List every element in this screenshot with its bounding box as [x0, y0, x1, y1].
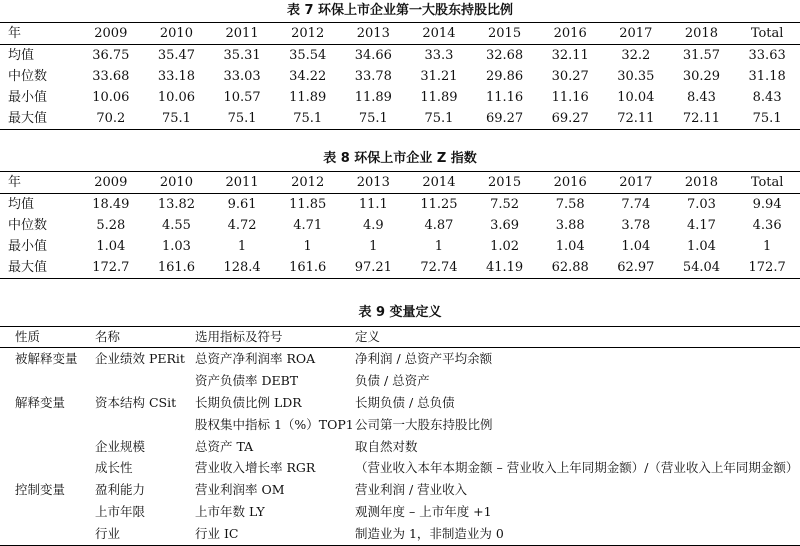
table8-year: 2017: [619, 175, 653, 190]
table9-nature-explained: 被解释变量: [15, 351, 78, 366]
table8-cell: 4.71: [293, 218, 323, 233]
table7-cell: 35.31: [223, 48, 261, 63]
table7-cell: 33.18: [157, 69, 196, 84]
table7-year: 2016: [553, 26, 587, 41]
table8-cell: 161.6: [157, 260, 196, 275]
table8-row: [0, 194, 800, 216]
table7-cell: 11.16: [551, 90, 589, 105]
table8-cell: 1.02: [490, 239, 520, 254]
table7-cell: 11.89: [354, 90, 392, 105]
table9-definition: 营业利润 / 营业收入: [355, 482, 468, 498]
table7-year: 2013: [356, 26, 390, 41]
table8-row: [0, 215, 800, 236]
table8-cell: 128.4: [223, 260, 261, 275]
table7-cell: 34.66: [354, 48, 392, 63]
table9-name: 企业绩效 PERit: [95, 351, 185, 366]
table7-cell: 33.3: [424, 48, 454, 63]
table9-indicator: 资产负债率 DEBT: [195, 372, 299, 388]
table8-cell: 7.52: [490, 197, 520, 212]
table8-cell: 4.55: [161, 218, 191, 233]
table9-row: [0, 392, 800, 414]
table9-header-name: 名称: [95, 329, 121, 344]
table8-cell: 5.28: [96, 218, 126, 233]
table7-year: 2012: [291, 26, 325, 41]
table7-cell: 33.63: [748, 48, 786, 63]
table7-row-label: 均值: [8, 48, 35, 63]
table9-indicator: 营业利润率 OM: [195, 482, 285, 498]
table9-indicator: 股权集中指标 1（%）TOP1: [195, 416, 354, 432]
table7-row: [0, 87, 800, 108]
table9-row: [0, 348, 800, 370]
table8-year: 2015: [488, 175, 522, 190]
table9-header-row: [0, 327, 800, 348]
table7-cell: 69.27: [485, 111, 524, 126]
table8-title: 表 8 环保上市企业 Z 指数: [323, 151, 477, 166]
table9-row: [0, 457, 800, 479]
table8-year: 2013: [356, 175, 390, 190]
table8-cell: 54.04: [682, 260, 721, 275]
table8-cell: 4.87: [424, 218, 454, 233]
table9-nature-control: 控制变量: [15, 482, 66, 497]
table8-cell: 72.74: [420, 260, 458, 275]
table8-cell: 11.1: [358, 197, 388, 212]
table8-row: [0, 236, 800, 257]
table8-cell: 1: [303, 239, 312, 254]
table9-definition: 取自然对数: [355, 438, 418, 454]
table9-definition: 公司第一大股东持股比例: [355, 416, 493, 432]
table9-header-indicator: 选用指标及符号: [195, 329, 283, 344]
table8-row-label: 均值: [8, 197, 35, 212]
table9-name: 行业: [95, 526, 121, 542]
table8-cell: 18.49: [92, 197, 130, 212]
table8-cell: 4.9: [362, 218, 384, 233]
table8-corner: 年: [8, 175, 22, 190]
table7-cell: 8.43: [752, 90, 782, 105]
table8-cell: 1.04: [621, 239, 651, 254]
table8-year: 2018: [684, 175, 718, 190]
table7-cell: 33.03: [223, 69, 261, 84]
table8-cell: 1: [237, 239, 247, 254]
table7-corner: 年: [8, 26, 22, 41]
table7-year: 2017: [619, 26, 653, 41]
table9-indicator: 上市年数 LY: [195, 504, 265, 520]
table9-header-definition: 定义: [355, 329, 381, 344]
table8: [0, 171, 800, 279]
table8-cell: 62.97: [617, 260, 655, 275]
table8-year: 2012: [291, 175, 325, 190]
table7-cell: 34.22: [289, 69, 327, 84]
table9-row: [0, 479, 800, 501]
table8-year: 2016: [553, 175, 587, 190]
table8-cell: 1.04: [686, 239, 716, 254]
table9-definition: 负债 / 总资产: [355, 372, 430, 388]
table7-cell: 36.75: [92, 48, 130, 63]
table7-cell: 11.16: [485, 90, 524, 105]
table7-cell: 10.04: [617, 90, 655, 105]
table7-cell: 8.43: [686, 90, 716, 105]
table7-cell: 10.06: [92, 90, 130, 105]
table9-row: [0, 370, 800, 392]
table7-cell: 72.11: [682, 111, 721, 126]
table7-cell: 75.1: [161, 111, 191, 126]
table7-row: [0, 66, 800, 87]
table9-definition: （营业收入本年本期金额 – 营业收入上年同期金额）/（营业收入上年同期金额）: [355, 460, 799, 476]
table9-row: [0, 436, 800, 458]
table7-cell: 33.68: [92, 69, 130, 84]
table9-name: 成长性: [95, 460, 133, 476]
table8-year: 2014: [422, 175, 456, 190]
table9-name: 盈利能力: [95, 482, 146, 498]
table7-cell: 33.78: [354, 69, 392, 84]
table8-cell: 11.85: [289, 197, 327, 212]
table7-year: 2011: [225, 26, 259, 41]
table9-row: [0, 501, 800, 523]
table8-row-label: 中位数: [8, 218, 48, 233]
table9-nature-explanatory: 解释变量: [15, 395, 66, 410]
table7-year: 2010: [159, 26, 193, 41]
table7-row: [0, 45, 800, 67]
table8-cell: 9.61: [227, 197, 257, 212]
table8-cell: 3.78: [621, 218, 651, 233]
table7-cell: 75.1: [293, 111, 323, 126]
table9-row: [0, 414, 800, 436]
table8-cell: 62.88: [551, 260, 589, 275]
table7-cell: 75.1: [752, 111, 782, 126]
table7-cell: 31.18: [748, 69, 786, 84]
table8-cell: 7.74: [621, 197, 651, 212]
table9-name: 上市年限: [95, 504, 146, 520]
table8-cell: 172.7: [748, 260, 786, 275]
table9-definition: 制造业为 1，非制造业为 0: [355, 526, 504, 542]
table7-cell: 70.2: [96, 111, 126, 126]
table8-cell: 7.58: [555, 197, 585, 212]
table7-cell: 11.89: [289, 90, 327, 105]
table7-row-label: 最大值: [8, 111, 48, 126]
table7-cell: 75.1: [358, 111, 388, 126]
table7-cell: 75.1: [424, 111, 454, 126]
table7-cell: 30.35: [617, 69, 655, 84]
table7-cell: 31.21: [420, 69, 458, 84]
table8-cell: 1.04: [555, 239, 585, 254]
table8-cell: 41.19: [485, 260, 524, 275]
table7-year: 2018: [684, 26, 718, 41]
table7-cell: 32.2: [621, 48, 651, 63]
table8-cell: 7.03: [686, 197, 716, 212]
table7-row-label: 最小值: [8, 90, 48, 105]
table7-year: 2009: [94, 26, 128, 41]
table8-year: 2009: [94, 175, 128, 190]
table8-year: 2011: [225, 175, 259, 190]
table7-title: 表 7 环保上市企业第一大股东持股比例: [286, 3, 514, 18]
table8-year: 2010: [159, 175, 193, 190]
table9-indicator: 总资产净利润率 ROA: [195, 351, 316, 366]
table7-cell: 32.68: [485, 48, 524, 63]
table8-cell: 4.36: [752, 218, 782, 233]
table9-definition: 长期负债 / 总负债: [355, 394, 455, 410]
table7-cell: 30.27: [551, 69, 589, 84]
table9-definition: 观测年度 – 上市年度 +1: [355, 504, 492, 520]
table8-cell: 1.03: [161, 239, 191, 254]
table8-cell: 3.88: [555, 218, 585, 233]
table8-cell: 9.94: [752, 197, 782, 212]
table7-cell: 75.1: [227, 111, 257, 126]
table8-cell: 13.82: [157, 197, 196, 212]
table7: [0, 22, 800, 130]
table9-header-nature: 性质: [15, 329, 41, 344]
table7-cell: 72.11: [617, 111, 655, 126]
table8-cell: 97.21: [354, 260, 392, 275]
table7-year: 2015: [488, 26, 522, 41]
table8-row-label: 最大值: [8, 260, 48, 275]
table9-name: 资本结构 CSit: [95, 394, 177, 410]
table8-cell: 1: [762, 239, 772, 254]
table8-cell: 11.25: [420, 197, 458, 212]
table7-row-label: 中位数: [8, 69, 48, 84]
table9-title: 表 9 变量定义: [358, 305, 442, 320]
table7-cell: 10.06: [157, 90, 196, 105]
table7-cell: 10.57: [223, 90, 261, 105]
table8-cell: 1: [369, 239, 378, 254]
table7-row: [0, 108, 800, 130]
table9-indicator: 行业 IC: [195, 526, 239, 542]
table7-cell: 11.89: [420, 90, 458, 105]
table8-cell: 161.6: [289, 260, 327, 275]
table8-cell: 3.69: [490, 218, 520, 233]
table8-row: [0, 257, 800, 279]
table8-year: Total: [750, 175, 784, 190]
table8-header-row: [0, 172, 800, 194]
table8-cell: 4.72: [227, 218, 257, 233]
table9-name: 企业规模: [95, 438, 146, 454]
table9-indicator: 总资产 TA: [195, 438, 254, 454]
table8-cell: 1.04: [96, 239, 126, 254]
table7-cell: 32.11: [551, 48, 589, 63]
table9: [0, 326, 800, 546]
table7-cell: 30.29: [682, 69, 721, 84]
table7-year: 2014: [422, 26, 456, 41]
table9-indicator: 长期负债比例 LDR: [195, 394, 302, 410]
table7-year: Total: [750, 26, 784, 41]
table8-cell: 1: [434, 239, 444, 254]
table8-row-label: 最小值: [8, 239, 48, 254]
table7-header-row: [0, 23, 800, 45]
table7-cell: 31.57: [682, 48, 721, 63]
table7-cell: 35.47: [157, 48, 196, 63]
table8-cell: 4.17: [686, 218, 716, 233]
table7-cell: 35.54: [289, 48, 327, 63]
table9-indicator: 营业收入增长率 RGR: [195, 460, 316, 476]
table9-definition: 净利润 / 总资产平均余额: [355, 351, 493, 366]
table7-cell: 29.86: [485, 69, 524, 84]
table8-cell: 172.7: [92, 260, 130, 275]
table7-cell: 69.27: [551, 111, 589, 126]
